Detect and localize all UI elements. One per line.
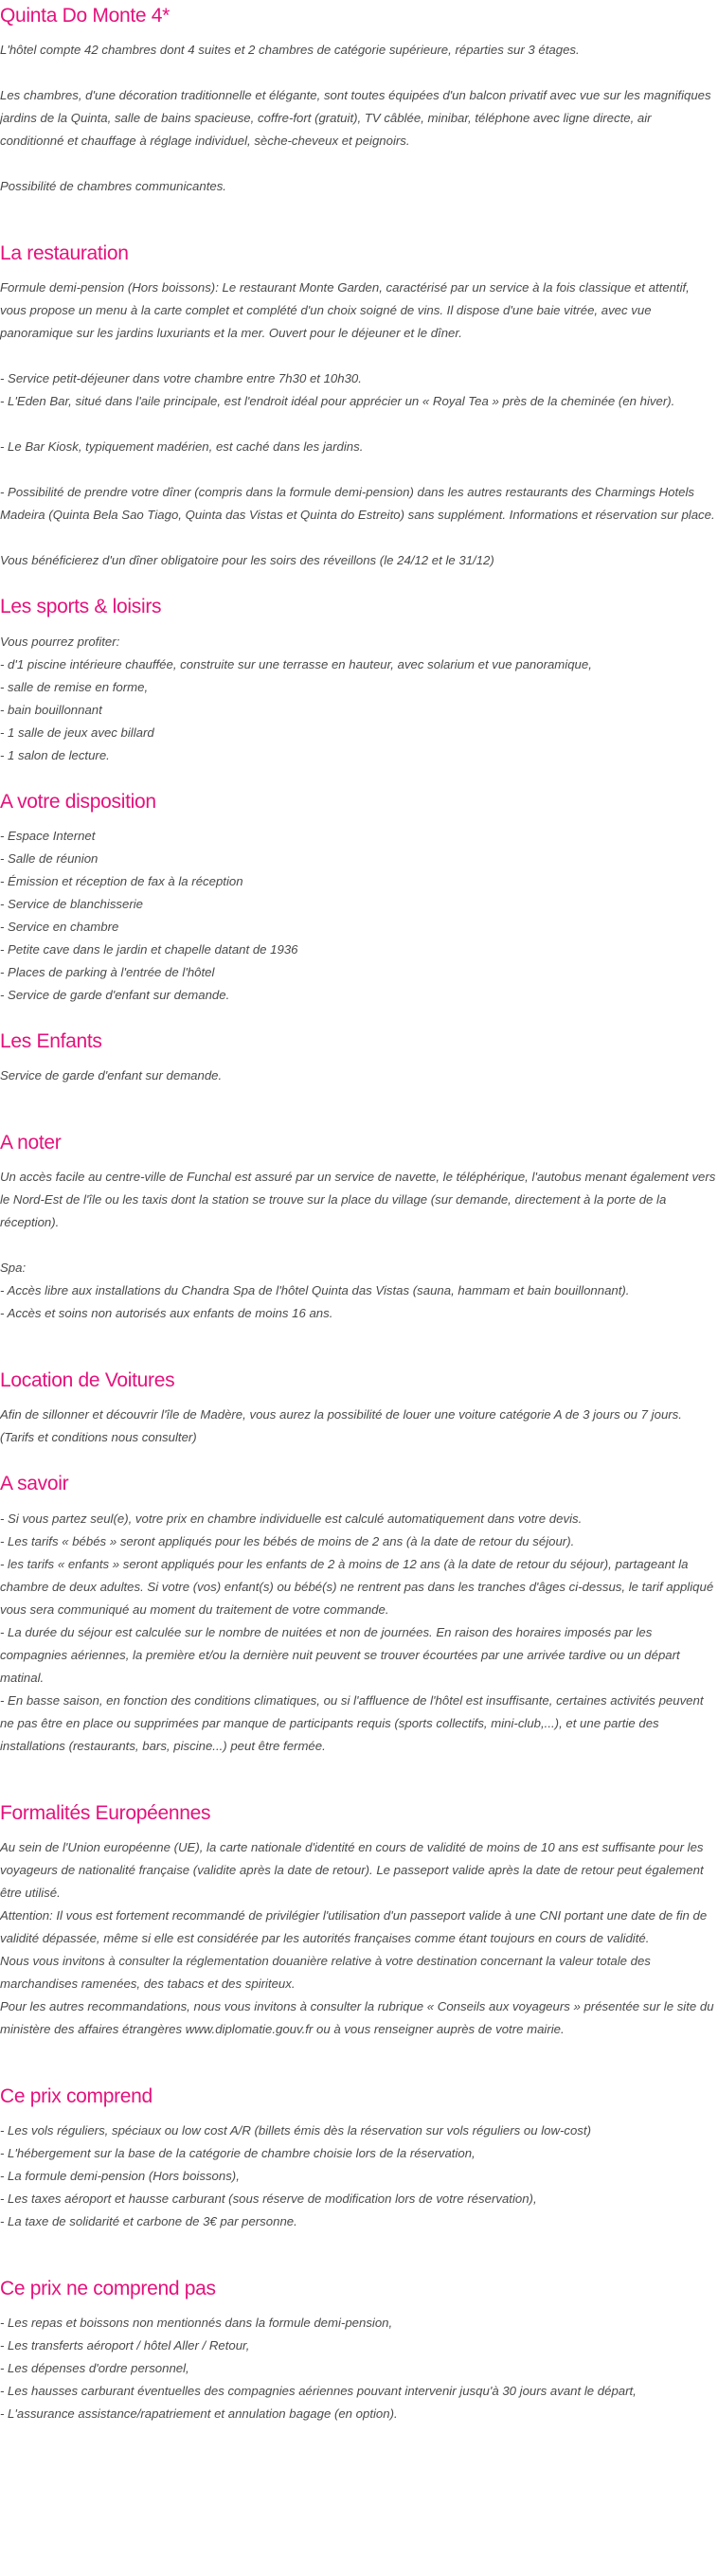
section-title-ce-prix-ne-comprend-pas: Ce prix ne comprend pas — [0, 2277, 216, 2299]
paragraph: - Les vols réguliers, spéciaux ou low cost A/R (billets émis dès la réservation sur vols réguliers ou low-cost) - L'hébergement sur la base de la catégorie de chambre choisie lors de la réservation, - La formule demi-pension (Hors boissons), - Les taxes aéroport et hausse carburant (sous réserve de modification lors de votre réservation), - La taxe de solidarité et carbone de 3€ par personne. — [0, 2122, 591, 2228]
paragraph: Vous bénéficierez d'un dîner obligatoire pour les soirs des réveillons (le 24/12 et le 31/12) — [0, 553, 494, 568]
paragraph: Au sein de l'Union européenne (UE), la carte nationale d'identité en cours de validité de moins de 10 ans est suffisante pour les voyageurs de nationalité française (validite après la date de retour). Le passeport valide après la date de retour peut également être utilisé. Attention: Il vous est fortement recommandé de privilégier l'utilisation d'un passeport valide à une CNI portant une date de fin de validité dépassée, même si elle est considérée par les autorités françaises comme étant toujours en cours de validité. Nous vous invitons à consulter la réglementation douanière relative à votre destination concernant la valeur totale des marchandises ramenées, des tabacs et des spiriteux. Pour les autres recommandations, nous vous invitons à consulter la rubrique « Conseils aux voyageurs » présentée sur le site du ministère des affaires étrangères www.diplomatie.gouv.fr ou à vous renseigner auprès de votre mairie. — [0, 1839, 714, 2036]
paragraph: Les chambres, d'une décoration traditionnelle et élégante, sont toutes équipées d'un balcon privatif avec vue sur les magnifiques jardins de la Quinta, salle de bains spacieuse, coffre-fort (gratuit), TV câblée, minibar, téléphone avec ligne directe, air conditionné et chauffage à réglage individuel, sèche-cheveux et peignoirs. — [0, 88, 711, 149]
paragraph: - Possibilité de prendre votre dîner (compris dans la formule demi-pension) dans les autres restaurants des Charmings Hotels Madeira (Quinta Bela Sao Tiago, Quinta das Vistas et Quinta do Estreito) sans supplément. Informations et réservation sur place. — [0, 485, 715, 523]
paragraph: Formule demi-pension (Hors boissons): Le restaurant Monte Garden, caractérisé par un service à la fois classique et attentif, vous propose un menu à la carte complet et complété d'un choix soigné de vins. Il dispose d'une baie vitrée, avec vue panoramique sur les jardins luxuriants et la mer. Ouvert pour le déjeuner et le dîner. — [0, 280, 690, 341]
paragraph: - Le Bar Kiosk, typiquement madérien, est caché dans les jardins. — [0, 439, 364, 455]
paragraph: - Les repas et boissons non mentionnés dans la formule demi-pension, - Les transferts aéroport / hôtel Aller / Retour, - Les dépenses d'ordre personnel, - Les hausses carburant éventuelles des compagnies aériennes pouvant intervenir jusqu'à 30 jours avant le départ, - L'assurance assistance/rapatriement et annulation bagage (en option). — [0, 2316, 637, 2422]
paragraph: Possibilité de chambres communicantes. — [0, 179, 226, 194]
section-title-restauration: La restauration — [0, 242, 129, 265]
paragraph: - Espace Internet - Salle de réunion - Émission et réception de fax à la réception - Service de blanchisserie - Service en chambre - Petite cave dans le jardin et chapelle datant de 1936 - Places de parking à l'entrée de l'hôtel - Service de garde d'enfant sur demande. — [0, 828, 298, 1002]
paragraph: Service de garde d'enfant sur demande. — [0, 1067, 223, 1082]
section-title-formalites-europeennes: Formalités Européennes — [0, 1801, 211, 1824]
paragraph: L'hôtel compte 42 chambres dont 4 suites et 2 chambres de catégorie supérieure, réparties sur 3 étages. — [0, 43, 580, 58]
section-title-sports-loisirs: Les sports & loisirs — [0, 596, 162, 618]
section-title-quinta-do-monte: Quinta Do Monte 4* — [0, 5, 171, 27]
paragraph: - Si vous partez seul(e), votre prix en chambre individuelle est calculé automatiquement dans votre devis. - Les tarifs « bébés » seront appliqués pour les bébés de moins de 2 ans (à la date de retour du séjour). - les tarifs « enfants » seront appliqués pour les enfants de 2 à moins de 12 ans (à la date de retour du séjour), partageant la chambre de deux adultes. Si votre (vos) enfant(s) ou bébé(s) ne rentrent pas dans les tranches d'âges ci-dessus, le tarif appliqué vous sera communiqué au moment du traitement de votre commande. - La durée du séjour est calculée sur le nombre de nuitées et non de journées. En raison des horaires imposés par les compagnies aériennes, la première et/ou la dernière nuit peuvent se trouver écourtées par une arrivée tardive ou un départ matinal. - En basse saison, en fonction des conditions climatiques, ou si l'affluence de l'hôtel est insuffisante, certaines activités peuvent ne pas être en place ou supprimées par manque de participants requis (sports collectifs, mini-club,...), et une partie des installations (restaurants, bars, piscine...) peut être fermée. — [0, 1511, 714, 1753]
paragraph: Spa: - Accès libre aux installations du Chandra Spa de l'hôtel Quinta das Vistas (sauna, hammam et bain bouillonnant). - Accès et soins non autorisés aux enfants de moins 16 ans. — [0, 1261, 630, 1321]
section-title-a-savoir: A savoir — [0, 1473, 69, 1495]
paragraph: Un accès facile au centre-ville de Funchal est assuré par un service de navette, le téléphérique, l'autobus menant également vers le Nord-Est de l'île ou les taxis dont la station se trouve sur la place du village (sur demande, directement à la porte de la réception). — [0, 1170, 716, 1230]
section-title-a-noter: A noter — [0, 1131, 62, 1154]
paragraph: Vous pourrez profiter: - d'1 piscine intérieure chauffée, construite sur une terrasse en hauteur, avec solarium et vue panoramique, - salle de remise en forme, - bain bouillonnant - 1 salle de jeux avec billard - 1 salon de lecture. — [0, 634, 592, 762]
section-title-ce-prix-comprend: Ce prix comprend — [0, 2084, 153, 2107]
section-title-a-votre-disposition: A votre disposition — [0, 790, 156, 813]
paragraph: Afin de sillonner et découvrir l'île de Madère, vous aurez la possibilité de louer une voiture catégorie A de 3 jours ou 7 jours. (Tarifs et conditions nous consulter) — [0, 1407, 682, 1445]
page — [0, 4, 718, 2425]
section-title-les-enfants: Les Enfants — [0, 1029, 102, 1052]
paragraph: - Service petit-déjeuner dans votre chambre entre 7h30 et 10h30. - L'Eden Bar, situé dans l'aile principale, est l'endroit idéal pour apprécier un « Royal Tea » près de la cheminée (en hiver). — [0, 371, 675, 409]
section-title-location-voitures: Location de Voitures — [0, 1369, 175, 1392]
